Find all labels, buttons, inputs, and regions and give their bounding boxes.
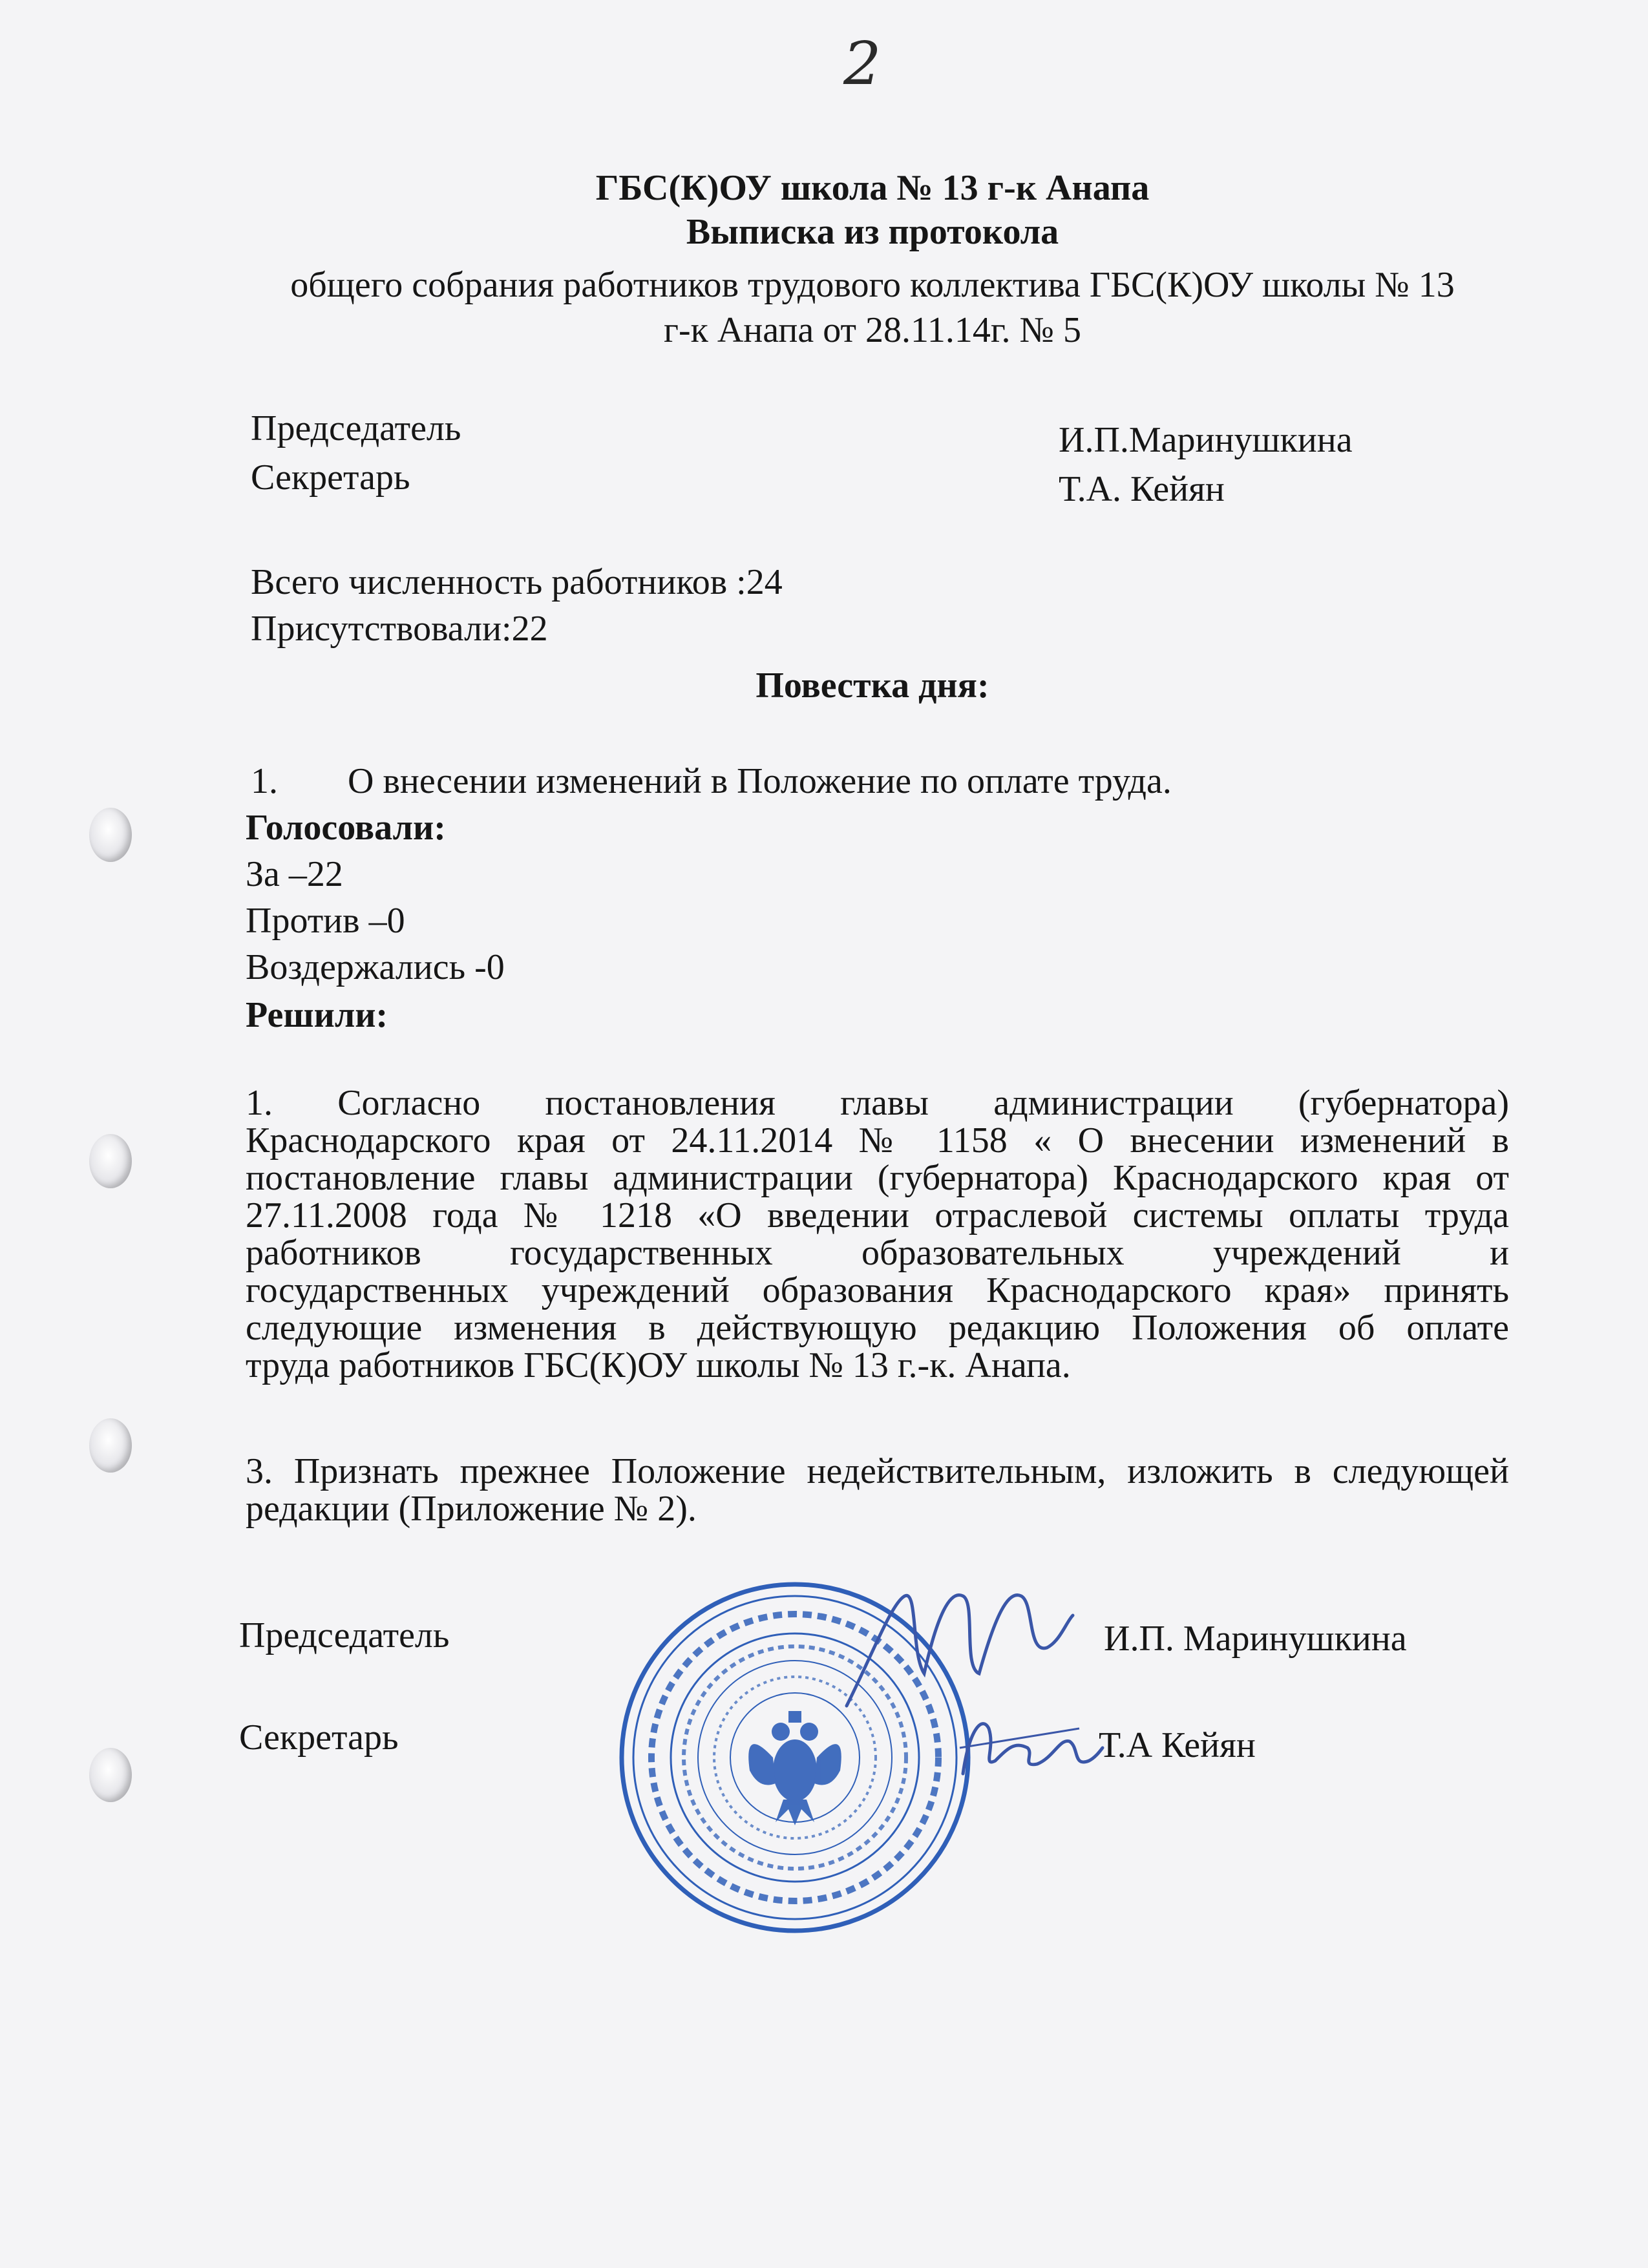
decision-point-1-line: следующие изменения в действующую редакцию Положения об оплате — [246, 1308, 1509, 1348]
vote-abstained: Воздержались -0 — [246, 947, 505, 987]
agenda-heading: Повестка дня: — [755, 666, 989, 706]
binder-hole — [89, 1418, 132, 1473]
decision-heading: Решили: — [246, 995, 388, 1035]
vote-against: Против –0 — [246, 901, 405, 941]
total-workers: Всего численность работников :24 — [251, 562, 783, 602]
signature-chair-label: Председатель — [239, 1615, 450, 1655]
secretary-label: Секретарь — [251, 457, 410, 498]
agenda-item-text: О внесении изменений в Положение по оплате труда. — [348, 761, 1172, 801]
secretary-signature — [956, 1703, 1105, 1787]
decision-point-1-line: работников государственных образовательных учреждений и — [246, 1233, 1509, 1273]
signature-secretary-label: Секретарь — [239, 1717, 399, 1758]
secretary-name: Т.А. Кейян — [1059, 469, 1225, 509]
decision-point-3-line: редакции (Приложение № 2). — [246, 1489, 697, 1529]
chair-signature — [834, 1577, 1079, 1719]
handwritten-page-number: 2 — [843, 29, 882, 98]
agenda-item-number: 1. — [251, 761, 278, 801]
document-subtitle-line1: общего собрания работников трудового коллектива ГБС(К)ОУ школы № 13 — [290, 265, 1455, 305]
present-workers: Присутствовали:22 — [251, 609, 548, 649]
binder-hole — [89, 1134, 132, 1188]
binder-hole — [89, 1748, 132, 1802]
signature-secretary-name: Т.А Кейян — [1099, 1725, 1256, 1765]
decision-point-1-line: 27.11.2008 года № 1218 «О введении отраслевой системы оплаты труда — [246, 1195, 1509, 1235]
decision-point-1-line: Краснодарского края от 24.11.2014 № 1158 « О внесении изменений в — [246, 1120, 1509, 1160]
document-subtitle-line2: г-к Анапа от 28.11.14г. № 5 — [664, 310, 1081, 350]
binder-hole — [89, 808, 132, 862]
chair-label: Председатель — [251, 408, 461, 448]
decision-point-3-line: 3. Признать прежнее Положение недействительным, изложить в следующей — [246, 1451, 1509, 1491]
document-title: Выписка из протокола — [686, 212, 1059, 252]
signature-chair-name: И.П. Маринушкина — [1104, 1619, 1407, 1659]
decision-point-1-line: 1. Согласно постановления главы администрации (губернатора) — [246, 1083, 1509, 1123]
decision-point-3 — [246, 1453, 1509, 1528]
school-name: ГБС(К)ОУ школа № 13 г-к Анапа — [595, 168, 1150, 208]
decision-point-1-line: труда работников ГБС(К)ОУ школы № 13 г.-к. Анапа. — [246, 1345, 1071, 1385]
agenda-item — [251, 761, 1172, 801]
chair-name: И.П.Маринушкина — [1059, 420, 1353, 460]
decision-point-1 — [246, 1084, 1509, 1384]
vote-for: За –22 — [246, 854, 343, 894]
vote-heading: Голосовали: — [246, 808, 446, 848]
decision-point-1-line: государственных учреждений образования Краснодарского края» принять — [246, 1270, 1509, 1310]
decision-point-1-line: постановление главы администрации (губернатора) Краснодарского края от — [246, 1158, 1509, 1198]
